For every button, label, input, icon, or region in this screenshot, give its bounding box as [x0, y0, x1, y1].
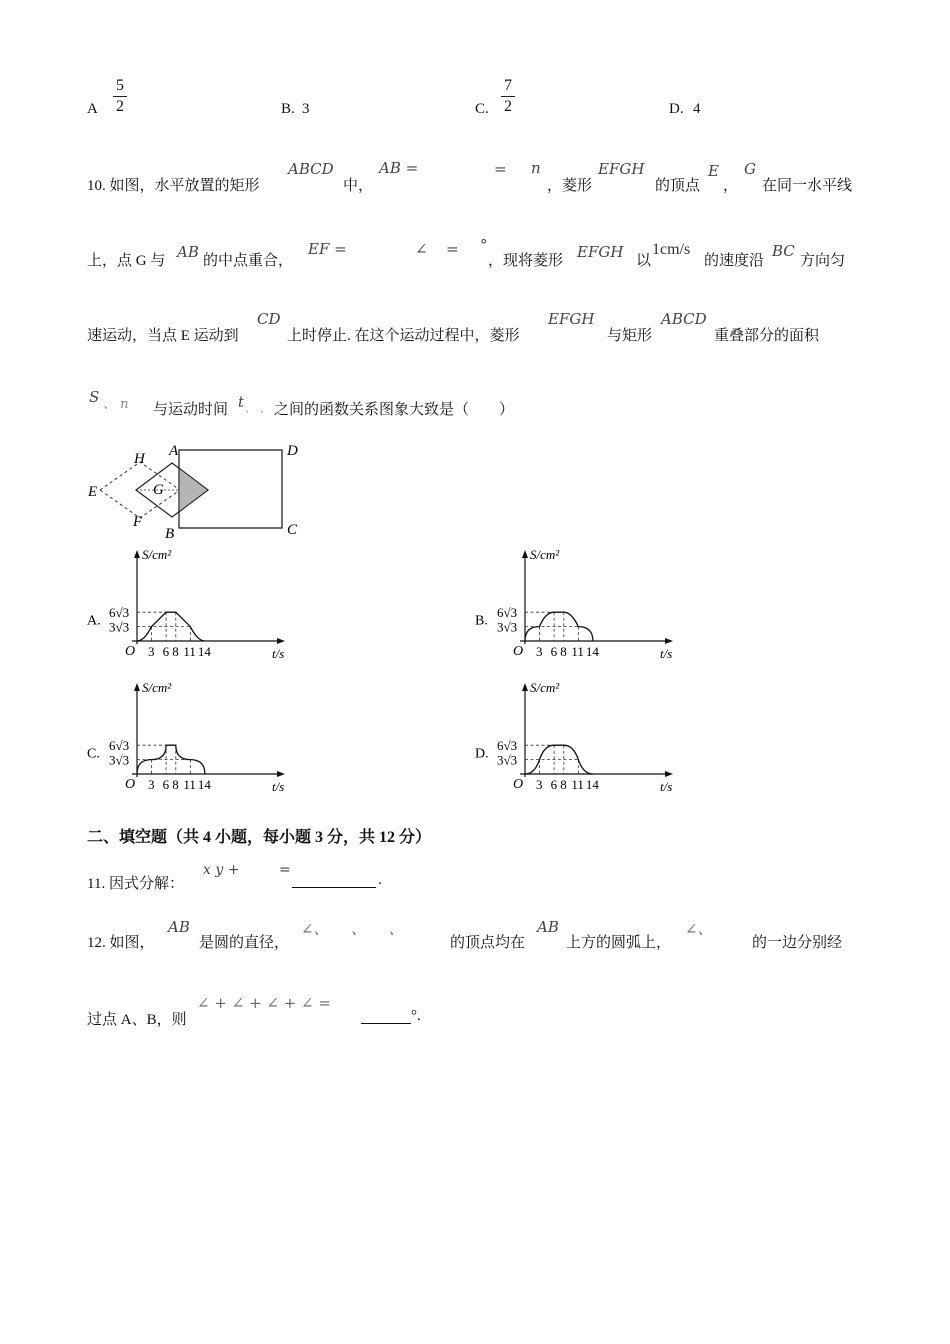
q10-speed: 1cm/s: [652, 241, 691, 258]
label-b: B: [165, 526, 175, 542]
graph-option-c: [80, 680, 290, 800]
tick-6sqrt3: 6√3: [497, 738, 518, 754]
x-axis-arrow: [277, 638, 285, 644]
tick-3: 3: [148, 777, 155, 792]
q10-dingdian: 的顶点: [655, 178, 701, 194]
x-axis-arrow: [277, 771, 285, 777]
tick-14: 14: [585, 644, 599, 659]
tick-8: 8: [172, 777, 179, 792]
q10-efgh-3: EFGH: [548, 310, 595, 328]
q12-angles-2: ∠、: [685, 920, 713, 938]
label-g: G: [153, 482, 164, 498]
q10-n: n: [531, 159, 541, 177]
q12-ab-2: AB: [537, 918, 559, 936]
x-axis-arrow: [665, 771, 673, 777]
q10-lingxing: ，菱形: [547, 178, 593, 194]
tick-11: 11: [183, 644, 196, 659]
q11-end: .: [378, 872, 382, 888]
q11-prefix: 11. 因式分解：: [87, 876, 184, 892]
option-label: C.: [87, 746, 100, 762]
q10-line4-tail: 之间的函数关系图象大致是（ ）: [274, 402, 515, 418]
tick-14: 14: [197, 777, 211, 792]
tick-11: 11: [571, 644, 584, 659]
option-b-value: 3: [302, 101, 310, 117]
q10-line2-tail: 方向匀: [800, 253, 846, 269]
tick-6sqrt3: 6√3: [109, 605, 130, 621]
option-label: D.: [475, 746, 489, 762]
origin-label: O: [125, 777, 136, 792]
tick-6: 6: [550, 644, 558, 659]
x-axis-label: t/s: [272, 779, 285, 794]
tick-3sqrt3: 3√3: [497, 752, 518, 768]
label-c: C: [287, 522, 298, 538]
label-f: F: [133, 514, 143, 530]
q10-degree: °: [480, 236, 488, 254]
q12-above: 上方的圆弧上，: [566, 935, 672, 951]
q12-end: °.: [411, 1008, 421, 1024]
option-a-label: A: [87, 101, 98, 117]
q10-comma: ，: [723, 178, 739, 194]
tick-3: 3: [536, 777, 543, 792]
q10-ab-2: AB: [177, 243, 199, 261]
option-label: A.: [87, 613, 101, 629]
q10-abcd-2: ABCD: [661, 310, 707, 328]
tick-8: 8: [560, 644, 567, 659]
q10-efgh: EFGH: [598, 160, 645, 178]
section-2-title: 二、填空题（共 4 小题，每小题 3 分，共 12 分）: [87, 829, 432, 846]
option-a-fraction: [113, 76, 127, 117]
option-d-value: 4: [693, 101, 701, 117]
option-label: B.: [475, 613, 488, 629]
q10-eq: =: [494, 160, 507, 178]
option-c-numerator: 7: [501, 76, 515, 97]
q10-bc: BC: [772, 242, 795, 260]
graph-option-b: [468, 547, 678, 667]
tick-6sqrt3: 6√3: [497, 605, 518, 621]
rectangle-rhombus-figure: [80, 436, 310, 546]
q11-eq: =: [279, 862, 291, 878]
tick-3sqrt3: 3√3: [109, 752, 130, 768]
tick-6sqrt3: 6√3: [109, 738, 130, 754]
tick-6: 6: [162, 777, 170, 792]
tick-11: 11: [571, 777, 584, 792]
y-axis-arrow: [134, 683, 140, 691]
label-a: A: [169, 443, 179, 459]
q12-line1-tail: 的一边分别经: [752, 935, 843, 951]
origin-label: O: [513, 777, 524, 792]
graph-option-d: [468, 680, 678, 800]
q12-diameter: 是圆的直径，: [199, 935, 290, 951]
q10-s-unit: 、 n: [103, 397, 129, 412]
q10-line1-prefix: 10. 如图，水平放置的矩形: [87, 178, 260, 194]
overlap-region: [179, 468, 208, 512]
q12-prefix: 12. 如图，: [87, 935, 155, 951]
option-d-label: D.: [669, 101, 684, 117]
q10-line3-prefix: 速运动，当点 E 运动到: [87, 328, 239, 344]
x-axis-arrow: [665, 638, 673, 644]
q10-line1-tail: 在同一水平线: [762, 178, 853, 194]
q10-sudu: 的速度沿: [704, 253, 765, 269]
tick-6: 6: [550, 777, 558, 792]
q10-rect-abcd: ABCD: [288, 160, 334, 178]
option-b-label: B.: [281, 101, 295, 117]
option-c-label: C.: [475, 101, 489, 117]
q10-s: S: [89, 388, 100, 406]
q10-zhong: 中，: [343, 178, 374, 194]
q12-expr: ∠ + ∠ + ∠ + ∠ =: [197, 994, 331, 1012]
q10-angle-eq: =: [446, 240, 459, 258]
q10-g: G: [744, 160, 756, 178]
q12-vertex: 的顶点均在: [450, 935, 526, 951]
q10-ab-eq: AB =: [379, 159, 419, 177]
y-axis-arrow: [134, 550, 140, 558]
tick-6: 6: [162, 644, 170, 659]
y-axis-label: S/cm²: [530, 680, 560, 695]
label-e: E: [88, 484, 98, 500]
y-axis-label: S/cm²: [530, 547, 560, 562]
y-axis-arrow: [522, 683, 528, 691]
option-a-denominator: 2: [116, 98, 124, 115]
q10-ef-eq: EF =: [308, 240, 347, 258]
q11-answer-blank[interactable]: [292, 887, 376, 888]
tick-14: 14: [585, 777, 599, 792]
q10-stop: 上时停止. 在这个运动过程中，菱形: [287, 328, 520, 344]
tick-8: 8: [172, 644, 179, 659]
q10-now: ，现将菱形: [488, 253, 564, 269]
label-h: H: [134, 451, 145, 467]
q10-line2-prefix: 上，点 G 与: [87, 253, 166, 269]
option-a-numerator: 5: [113, 76, 127, 97]
tick-3: 3: [148, 644, 155, 659]
q10-e: E: [708, 162, 719, 180]
x-axis-label: t/s: [660, 646, 673, 661]
q10-t-unit: 、 、: [245, 402, 271, 415]
q10-midpoint: 的中点重合，: [203, 253, 294, 269]
tick-3: 3: [536, 644, 543, 659]
label-d: D: [287, 443, 298, 459]
q10-yu: 与矩形: [607, 328, 653, 344]
q10-line3-tail: 重叠部分的面积: [714, 328, 820, 344]
tick-11: 11: [183, 777, 196, 792]
option-c-fraction: [501, 76, 515, 117]
x-axis-label: t/s: [272, 646, 285, 661]
y-axis-arrow: [522, 550, 528, 558]
q11-expr: x y +: [203, 862, 240, 878]
q10-line4-mid: 与运动时间: [153, 402, 229, 418]
x-axis-label: t/s: [660, 779, 673, 794]
origin-label: O: [125, 644, 136, 659]
tick-8: 8: [560, 777, 567, 792]
graph-option-a: [80, 547, 290, 667]
tick-14: 14: [197, 644, 211, 659]
q10-yi: 以: [636, 253, 652, 269]
option-c-denominator: 2: [504, 98, 512, 115]
tick-3sqrt3: 3√3: [109, 619, 130, 635]
y-axis-label: S/cm²: [142, 547, 172, 562]
q10-cd: CD: [257, 310, 281, 328]
q12-line2-prefix: 过点 A、B，则: [87, 1012, 187, 1028]
q10-t: t: [238, 393, 245, 411]
y-axis-label: S/cm²: [142, 680, 172, 695]
q12-answer-blank[interactable]: [361, 1023, 411, 1024]
q10-angle: ∠: [415, 240, 428, 258]
q12-ab: AB: [168, 918, 190, 936]
q10-efgh-2: EFGH: [577, 243, 624, 261]
tick-3sqrt3: 3√3: [497, 619, 518, 635]
origin-label: O: [513, 644, 524, 659]
q12-angles: ∠、 、 、: [301, 920, 404, 938]
